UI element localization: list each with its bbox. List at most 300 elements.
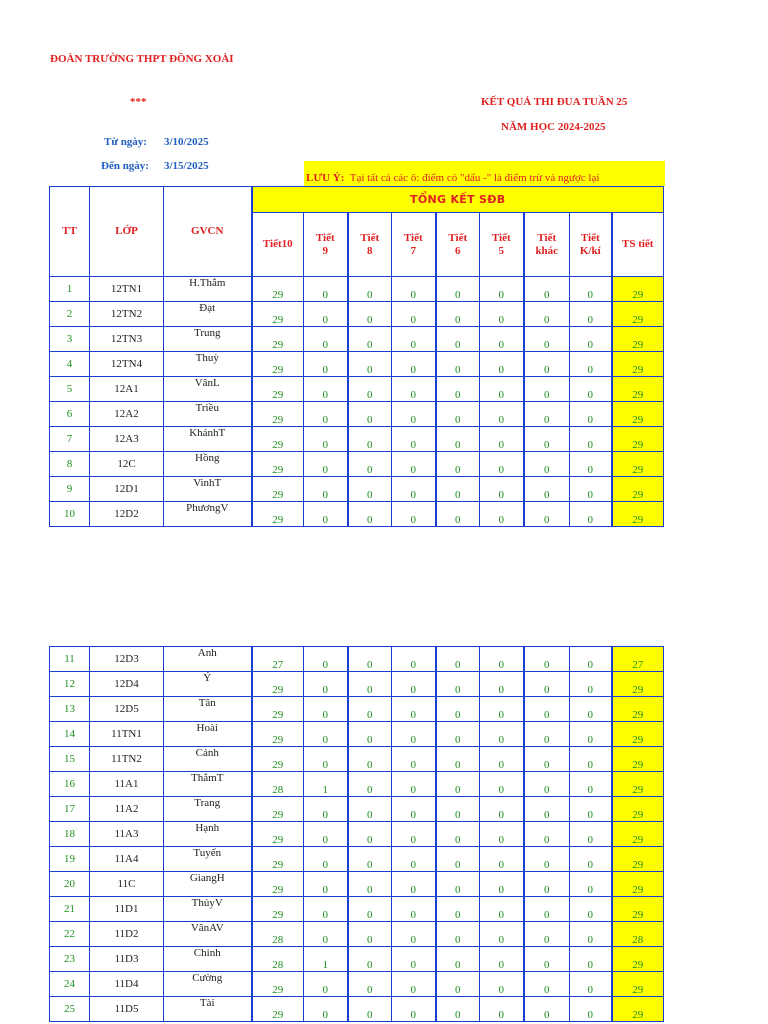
row-total-cell: 29 [612,402,664,427]
table-row [50,697,664,722]
row-t5-cell: 0 [480,647,524,672]
row-t5-cell: 0 [480,997,524,1022]
school-name: ĐOÀN TRƯỜNG THPT ĐỒNG XOÀI [50,53,234,65]
row-t9-cell: 0 [304,352,348,377]
row-tt-cell: 3 [50,327,90,352]
row-t5-cell: 0 [480,947,524,972]
row-ky-cell: 0 [570,922,612,947]
row-t9-cell: 0 [304,822,348,847]
row-t8-cell: 0 [348,277,392,302]
header-tiet-kyki: Tiết K/kí [570,213,612,277]
row-t7-cell: 0 [392,302,436,327]
row-t10-cell: 29 [252,797,304,822]
table-row [50,997,664,1022]
row-t5-cell: 0 [480,402,524,427]
row-t10-cell: 29 [252,402,304,427]
row-class-cell: 12TN3 [90,327,164,352]
row-t6-cell: 0 [436,452,480,477]
header-lop: LỚP [90,187,164,277]
row-tt-cell: 20 [50,872,90,897]
table-row [50,647,664,672]
row-teacher-cell: PhươngV [164,502,252,527]
row-t10-cell: 29 [252,847,304,872]
report-title: KẾT QUẢ THI ĐUA TUẦN 25 [481,96,628,108]
stars: *** [130,96,147,108]
table-row [50,747,664,772]
table-row [50,302,664,327]
row-t7-cell: 0 [392,997,436,1022]
row-total-cell: 29 [612,502,664,527]
row-t7-cell: 0 [392,672,436,697]
row-t8-cell: 0 [348,872,392,897]
row-t6-cell: 0 [436,997,480,1022]
row-t9-cell: 0 [304,402,348,427]
row-t7-cell: 0 [392,972,436,997]
row-t7-cell: 0 [392,722,436,747]
row-t8-cell: 0 [348,847,392,872]
row-t6-cell: 0 [436,947,480,972]
row-t9-cell: 0 [304,847,348,872]
row-t9-cell: 0 [304,277,348,302]
row-t7-cell: 0 [392,772,436,797]
row-t6-cell: 0 [436,502,480,527]
row-tt-cell: 4 [50,352,90,377]
row-tt-cell: 18 [50,822,90,847]
row-tt-cell: 6 [50,402,90,427]
row-t6-cell: 0 [436,797,480,822]
row-t7-cell: 0 [392,377,436,402]
row-khac-cell: 0 [524,872,570,897]
row-ky-cell: 0 [570,747,612,772]
row-class-cell: 12C [90,452,164,477]
table-row [50,672,664,697]
table-row [50,502,664,527]
row-t9-cell: 0 [304,722,348,747]
row-t10-cell: 29 [252,747,304,772]
row-t5-cell: 0 [480,277,524,302]
row-t7-cell: 0 [392,697,436,722]
row-ky-cell: 0 [570,872,612,897]
row-t7-cell: 0 [392,352,436,377]
row-khac-cell: 0 [524,822,570,847]
row-t10-cell: 29 [252,897,304,922]
row-t9-cell: 0 [304,302,348,327]
row-t7-cell: 0 [392,947,436,972]
row-t5-cell: 0 [480,797,524,822]
row-teacher-cell: VânL [164,377,252,402]
row-t5-cell: 0 [480,697,524,722]
row-t6-cell: 0 [436,672,480,697]
note-text: Tại tất cả các ô: điểm có "dấu -" là điểm trừ và ngược lại [349,172,600,184]
row-t9-cell: 0 [304,377,348,402]
row-t8-cell: 0 [348,747,392,772]
row-khac-cell: 0 [524,997,570,1022]
table-row [50,922,664,947]
row-t10-cell: 29 [252,502,304,527]
row-tt-cell: 23 [50,947,90,972]
table-row [50,402,664,427]
row-t7-cell: 0 [392,847,436,872]
row-class-cell: 12D2 [90,502,164,527]
row-ky-cell: 0 [570,402,612,427]
row-t8-cell: 0 [348,427,392,452]
row-khac-cell: 0 [524,277,570,302]
row-t10-cell: 29 [252,452,304,477]
row-t10-cell: 29 [252,377,304,402]
table-row [50,872,664,897]
row-teacher-cell: Trang [164,797,252,822]
row-khac-cell: 0 [524,672,570,697]
row-tt-cell: 2 [50,302,90,327]
table-row [50,947,664,972]
table-row [50,972,664,997]
row-class-cell: 12D5 [90,697,164,722]
row-t9-cell: 0 [304,502,348,527]
school-year: NĂM HỌC 2024-2025 [501,121,606,133]
row-t8-cell: 0 [348,972,392,997]
row-t6-cell: 0 [436,327,480,352]
results-table-part1 [49,186,664,527]
row-t8-cell: 0 [348,822,392,847]
row-t8-cell: 0 [348,302,392,327]
row-t8-cell: 0 [348,327,392,352]
row-teacher-cell: Tân [164,697,252,722]
row-t8-cell: 0 [348,947,392,972]
row-t8-cell: 0 [348,477,392,502]
row-class-cell: 11A2 [90,797,164,822]
row-t5-cell: 0 [480,922,524,947]
row-total-cell: 29 [612,672,664,697]
row-t10-cell: 27 [252,647,304,672]
row-ky-cell: 0 [570,672,612,697]
row-t10-cell: 29 [252,477,304,502]
row-total-cell: 29 [612,822,664,847]
row-teacher-cell: ThắmT [164,772,252,797]
row-t5-cell: 0 [480,747,524,772]
row-t9-cell: 1 [304,772,348,797]
row-teacher-cell: Anh [164,647,252,672]
row-t5-cell: 0 [480,427,524,452]
row-t7-cell: 0 [392,872,436,897]
row-total-cell: 27 [612,647,664,672]
row-ky-cell: 0 [570,452,612,477]
row-tt-cell: 14 [50,722,90,747]
row-teacher-cell: KhánhT [164,427,252,452]
row-ky-cell: 0 [570,997,612,1022]
row-t6-cell: 0 [436,402,480,427]
row-class-cell: 11D5 [90,997,164,1022]
row-t9-cell: 0 [304,797,348,822]
row-t9-cell: 0 [304,427,348,452]
to-date-label: Đến ngày: [101,160,149,172]
row-t8-cell: 0 [348,502,392,527]
row-t10-cell: 29 [252,722,304,747]
row-tt-cell: 19 [50,847,90,872]
row-t5-cell: 0 [480,772,524,797]
row-tt-cell: 8 [50,452,90,477]
table-row [50,722,664,747]
row-teacher-cell: Trung [164,327,252,352]
row-ky-cell: 0 [570,897,612,922]
row-ky-cell: 0 [570,477,612,502]
row-t8-cell: 0 [348,922,392,947]
row-t7-cell: 0 [392,477,436,502]
header-tiet6: Tiết 6 [436,213,480,277]
row-khac-cell: 0 [524,697,570,722]
row-tt-cell: 16 [50,772,90,797]
row-t6-cell: 0 [436,972,480,997]
row-t9-cell: 0 [304,972,348,997]
row-total-cell: 29 [612,697,664,722]
table-row [50,897,664,922]
results-table-part2 [49,646,664,1022]
row-ky-cell: 0 [570,352,612,377]
row-tt-cell: 5 [50,377,90,402]
row-total-cell: 29 [612,427,664,452]
row-t9-cell: 0 [304,327,348,352]
row-t10-cell: 29 [252,277,304,302]
row-total-cell: 29 [612,477,664,502]
row-class-cell: 12TN2 [90,302,164,327]
row-total-cell: 29 [612,947,664,972]
row-t7-cell: 0 [392,797,436,822]
header-group-banner: TỔNG KẾT SĐB [252,187,664,213]
row-t10-cell: 29 [252,672,304,697]
row-t10-cell: 29 [252,427,304,452]
row-tt-cell: 11 [50,647,90,672]
row-tt-cell: 25 [50,997,90,1022]
row-tt-cell: 21 [50,897,90,922]
row-teacher-cell: Tài [164,997,252,1022]
row-t7-cell: 0 [392,452,436,477]
row-class-cell: 12A2 [90,402,164,427]
row-t5-cell: 0 [480,872,524,897]
row-t8-cell: 0 [348,722,392,747]
row-t5-cell: 0 [480,302,524,327]
header-tiet5: Tiết 5 [480,213,524,277]
row-t9-cell: 0 [304,747,348,772]
row-khac-cell: 0 [524,502,570,527]
row-t10-cell: 28 [252,922,304,947]
row-t10-cell: 28 [252,947,304,972]
header-gvcn: GVCN [164,187,252,277]
row-total-cell: 29 [612,772,664,797]
row-t8-cell: 0 [348,377,392,402]
row-t8-cell: 0 [348,772,392,797]
row-t7-cell: 0 [392,277,436,302]
header-tiet8: Tiết 8 [348,213,392,277]
row-class-cell: 12D1 [90,477,164,502]
row-ky-cell: 0 [570,847,612,872]
row-teacher-cell: GiangH [164,872,252,897]
row-t6-cell: 0 [436,352,480,377]
row-class-cell: 11A3 [90,822,164,847]
row-ky-cell: 0 [570,947,612,972]
row-t6-cell: 0 [436,647,480,672]
row-ky-cell: 0 [570,302,612,327]
row-t10-cell: 29 [252,302,304,327]
row-t6-cell: 0 [436,697,480,722]
row-tt-cell: 17 [50,797,90,822]
row-t7-cell: 0 [392,427,436,452]
row-khac-cell: 0 [524,377,570,402]
row-teacher-cell: Hồng [164,452,252,477]
row-teacher-cell: Cường [164,972,252,997]
header-tt: TT [50,187,90,277]
row-t9-cell: 0 [304,872,348,897]
table-row [50,772,664,797]
row-tt-cell: 1 [50,277,90,302]
row-t8-cell: 0 [348,352,392,377]
row-khac-cell: 0 [524,747,570,772]
table-row [50,352,664,377]
row-total-cell: 29 [612,377,664,402]
row-teacher-cell: VânAV [164,922,252,947]
row-ky-cell: 0 [570,697,612,722]
row-tt-cell: 15 [50,747,90,772]
row-khac-cell: 0 [524,477,570,502]
row-khac-cell: 0 [524,427,570,452]
row-teacher-cell: Hạnh [164,822,252,847]
row-class-cell: 11D2 [90,922,164,947]
row-class-cell: 12D4 [90,672,164,697]
row-t5-cell: 0 [480,377,524,402]
row-ky-cell: 0 [570,797,612,822]
row-total-cell: 29 [612,972,664,997]
row-teacher-cell: ThủyV [164,897,252,922]
row-tt-cell: 22 [50,922,90,947]
row-total-cell: 29 [612,872,664,897]
row-tt-cell: 24 [50,972,90,997]
header-tiet10: Tiết10 [252,213,304,277]
row-total-cell: 29 [612,897,664,922]
row-t5-cell: 0 [480,972,524,997]
row-t6-cell: 0 [436,822,480,847]
row-total-cell: 29 [612,277,664,302]
row-t6-cell: 0 [436,922,480,947]
row-t9-cell: 0 [304,997,348,1022]
table-row [50,847,664,872]
row-ky-cell: 0 [570,427,612,452]
row-khac-cell: 0 [524,647,570,672]
table-row [50,427,664,452]
row-khac-cell: 0 [524,772,570,797]
row-total-cell: 29 [612,722,664,747]
row-t5-cell: 0 [480,502,524,527]
row-t6-cell: 0 [436,302,480,327]
row-class-cell: 11D1 [90,897,164,922]
row-t6-cell: 0 [436,277,480,302]
row-khac-cell: 0 [524,797,570,822]
row-teacher-cell: Tuyến [164,847,252,872]
row-khac-cell: 0 [524,922,570,947]
row-t10-cell: 29 [252,327,304,352]
row-class-cell: 12TN4 [90,352,164,377]
note-label: LƯU Ý: [306,172,345,184]
row-t7-cell: 0 [392,502,436,527]
table-row [50,822,664,847]
row-class-cell: 11TN1 [90,722,164,747]
table-row [50,477,664,502]
row-t5-cell: 0 [480,672,524,697]
row-class-cell: 12TN1 [90,277,164,302]
row-t6-cell: 0 [436,747,480,772]
from-date-value: 3/10/2025 [164,136,209,148]
row-tt-cell: 12 [50,672,90,697]
row-t6-cell: 0 [436,897,480,922]
row-t9-cell: 0 [304,452,348,477]
table-row [50,327,664,352]
row-t6-cell: 0 [436,377,480,402]
row-class-cell: 11D3 [90,947,164,972]
table-row [50,377,664,402]
row-t7-cell: 0 [392,897,436,922]
row-t5-cell: 0 [480,847,524,872]
row-class-cell: 11TN2 [90,747,164,772]
row-t8-cell: 0 [348,672,392,697]
row-t6-cell: 0 [436,477,480,502]
row-khac-cell: 0 [524,897,570,922]
row-t10-cell: 29 [252,872,304,897]
table-row [50,452,664,477]
row-ky-cell: 0 [570,502,612,527]
row-t8-cell: 0 [348,697,392,722]
row-ky-cell: 0 [570,647,612,672]
row-class-cell: 12A1 [90,377,164,402]
row-t7-cell: 0 [392,922,436,947]
row-t9-cell: 0 [304,697,348,722]
row-t5-cell: 0 [480,352,524,377]
row-t6-cell: 0 [436,872,480,897]
row-ky-cell: 0 [570,327,612,352]
row-t8-cell: 0 [348,897,392,922]
row-t10-cell: 29 [252,997,304,1022]
row-teacher-cell: Triều [164,402,252,427]
row-t7-cell: 0 [392,327,436,352]
row-t8-cell: 0 [348,997,392,1022]
row-khac-cell: 0 [524,302,570,327]
row-ky-cell: 0 [570,772,612,797]
row-teacher-cell: Cảnh [164,747,252,772]
row-ky-cell: 0 [570,277,612,302]
row-total-cell: 29 [612,797,664,822]
header-tiet-khac: Tiết khác [524,213,570,277]
row-tt-cell: 13 [50,697,90,722]
row-khac-cell: 0 [524,352,570,377]
row-t5-cell: 0 [480,327,524,352]
row-khac-cell: 0 [524,972,570,997]
row-tt-cell: 10 [50,502,90,527]
row-t9-cell: 0 [304,922,348,947]
row-ky-cell: 0 [570,377,612,402]
row-teacher-cell: Đạt [164,302,252,327]
row-total-cell: 29 [612,452,664,477]
row-t9-cell: 0 [304,477,348,502]
row-t7-cell: 0 [392,822,436,847]
row-t6-cell: 0 [436,847,480,872]
row-t8-cell: 0 [348,402,392,427]
row-t8-cell: 0 [348,797,392,822]
row-teacher-cell: Thuỳ [164,352,252,377]
row-t7-cell: 0 [392,747,436,772]
row-t10-cell: 29 [252,822,304,847]
row-t5-cell: 0 [480,477,524,502]
row-total-cell: 29 [612,327,664,352]
row-ky-cell: 0 [570,972,612,997]
row-t10-cell: 28 [252,772,304,797]
row-total-cell: 29 [612,847,664,872]
row-t6-cell: 0 [436,427,480,452]
